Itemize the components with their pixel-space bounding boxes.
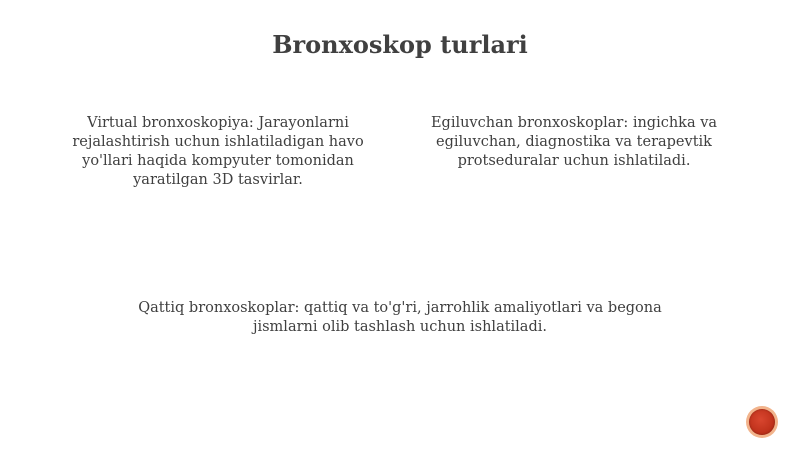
- text-block-flexible-bronchoscopes: Egiluvchan bronxoskoplar: ingichka va egiluvchan, diagnostika va terapevtik protseduralar uchun ishlatiladi.: [430, 115, 718, 169]
- text-block-virtual-bronchoscopy: Virtual bronxoskopiya: Jarayonlarni rejalashtirish uchun ishlatiladigan havo yo'llari haqida kompyuter tomonidan yaratilgan 3D tasvirlar.: [72, 115, 364, 188]
- slide-title: Bronxoskop turlari: [272, 30, 528, 59]
- text-block-rigid-bronchoscopes: Qattiq bronxoskoplar: qattiq va to'g'ri, jarrohlik amaliyotlari va begona jismlarni olib tashlash uchun ishlatiladi.: [138, 300, 662, 335]
- slide-nav-button[interactable]: [746, 406, 778, 438]
- red-circle-button-icon: [749, 409, 775, 435]
